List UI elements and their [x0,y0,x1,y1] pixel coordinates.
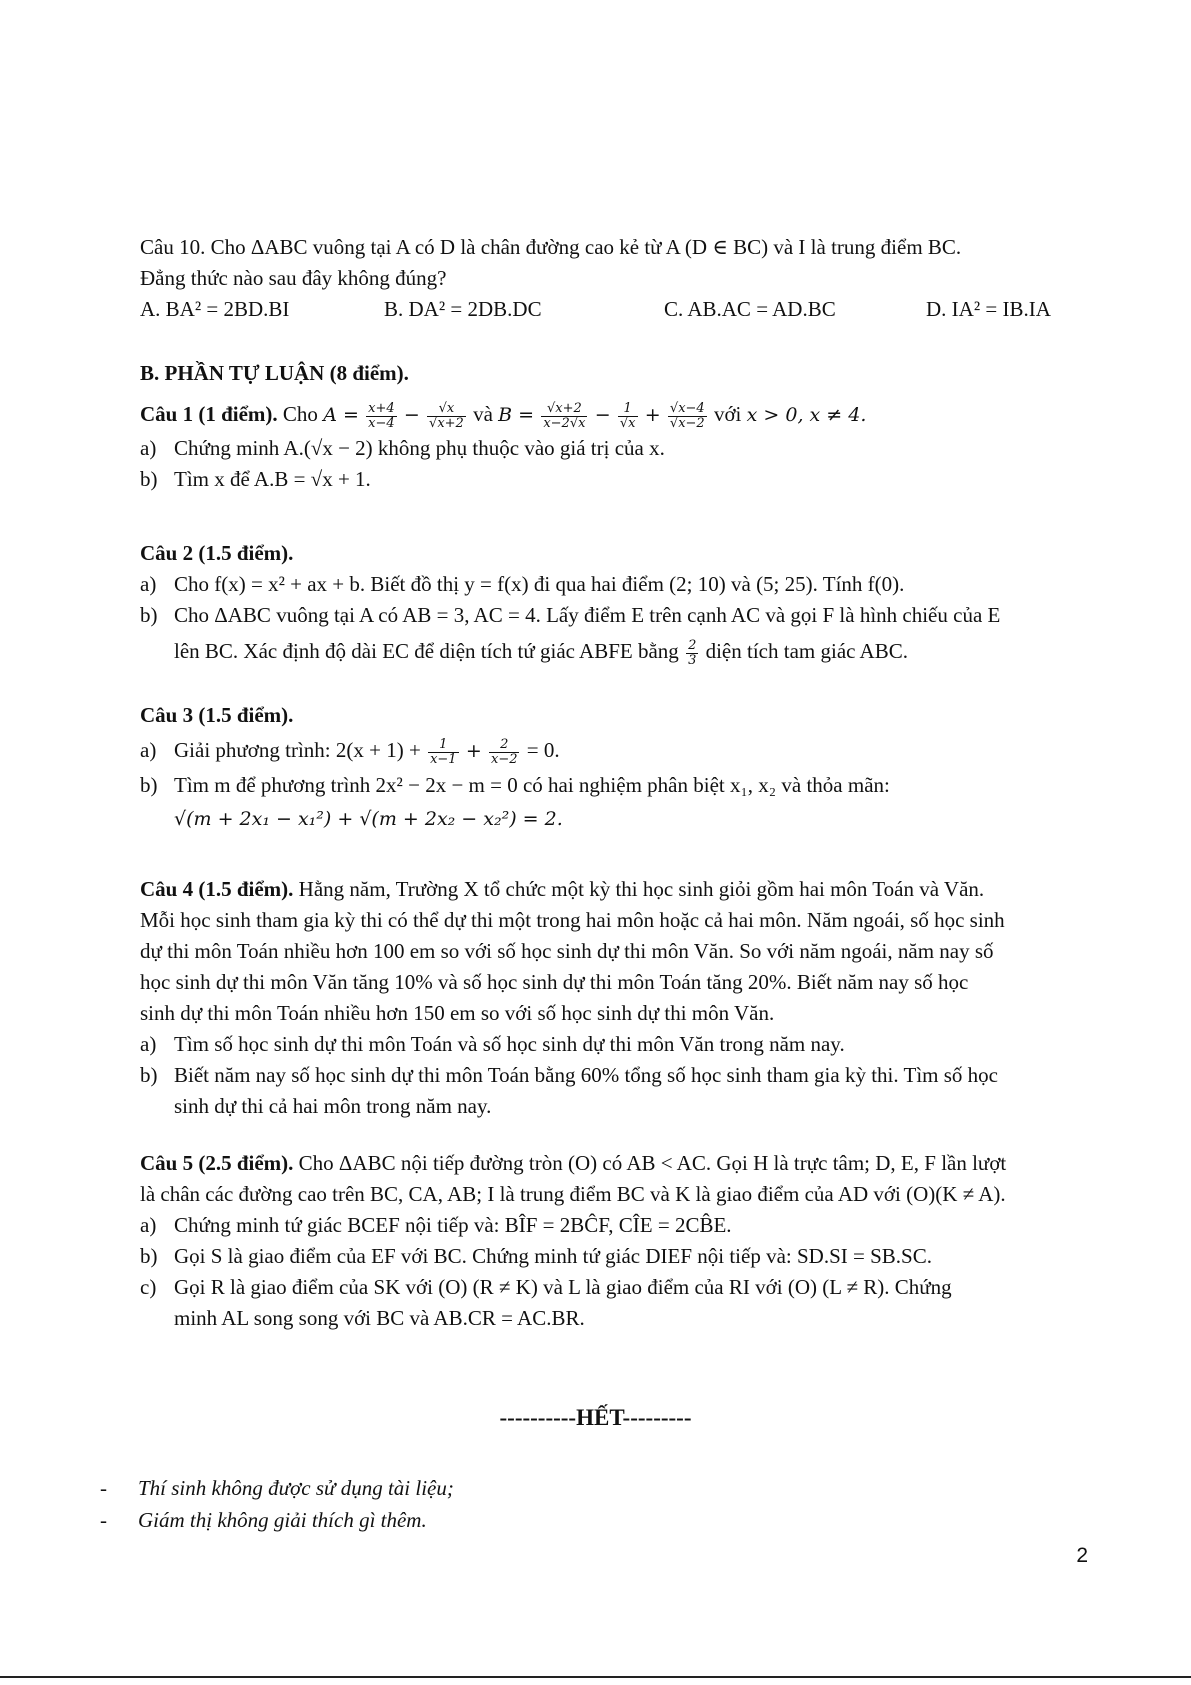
bottom-edge-line [0,1676,1191,1678]
q4-line-4: học sinh dự thi môn Văn tăng 10% và số học sinh dự thi môn Toán tăng 20%. Biết năm nay số học [140,970,969,994]
q2-part-b-line-1: b) Cho ΔABC vuông tại A có AB = 3, AC = 4. Lấy điểm E trên cạnh AC và gọi F là hình chiếu của E [140,603,1001,627]
q3-part-b: b) Tìm m để phương trình 2x² − 2x − m = 0 có hai nghiệm phân biệt x₁, x₂ và thỏa mãn: [140,773,890,797]
q4-line-3: dự thi môn Toán nhiều hơn 100 em so với số học sinh dự thi môn Văn. So với năm ngoái, năm nay số [140,939,994,963]
q4-part-b-line-1: b) Biết năm nay số học sinh dự thi môn Toán bằng 60% tổng số học sinh tham gia kỳ thi. Tìm số học [140,1063,998,1087]
q1-title: Câu 1 (1 điểm). [140,402,278,426]
question-3 [140,700,1100,837]
q5-part-c-line-1: c) Gọi R là giao điểm của SK với (O) (R ≠ K) và L là giao điểm của RI với (O) (L ≠ R). Chứng [140,1275,952,1299]
q1-frac-b3: $\frac{√x-4}{√x-2}$ [669,400,705,431]
question-2 [140,538,1100,671]
q1-lhs-a: A = [323,404,359,426]
q4-line-1: Câu 4 (1.5 điểm). Hằng năm, Trường X tổ chức một kỳ thi học sinh giỏi gồm hai môn Toán và Văn. [140,877,985,901]
q2-part-a: a) Cho f(x) = x² + ax + b. Biết đồ thị y = f(x) đi qua hai điểm (2; 10) và (5; 25). Tính f(0). [140,572,905,596]
end-marker: ----------HẾT--------- [499,1405,692,1430]
q1-cho: Cho [282,402,318,426]
q5-line-1: Câu 5 (2.5 điểm). Cho ΔABC nội tiếp đường tròn (O) có AB < AC. Gọi H là trực tâm; D, E, F lần lượt [140,1151,1007,1175]
note-1: - Thí sinh không được sử dụng tài liệu; [100,1476,454,1500]
question-10 [140,232,1100,325]
page-number: 2 [1076,1544,1088,1567]
q10-option-a: A. BA² = 2BD.BI [140,297,290,321]
q3-frac-2: $\frac{2}{x-2}$ [490,736,518,767]
q4-line-2: Mỗi học sinh tham gia kỳ thi có thể dự thi một trong hai môn hoặc cả hai môn. Năm ngoái, số học sinh [140,908,1005,932]
q2-part-b-line-2: lên BC. Xác định độ dài EC để diện tích tứ giác ABFE bằng $\frac{2}{3}$ diện tích tam giác ABC. [174,637,908,668]
question-5 [140,1148,1100,1334]
q10-option-c: C. AB.AC = AD.BC [664,297,836,321]
section-b-heading: B. PHẦN TỰ LUẬN (8 điểm). [140,361,409,385]
q1-statement: Câu 1 (1 điểm). Cho A = $\frac{x+4}{x-4}$ − $\frac{√x}{√x+2}$ và B = $\frac{√x+2}{x-2√x}$ − $\frac{1}{√x}$ + $\frac{√x-4}{√x-2}$ với x > 0, x ≠ 4. [140,400,867,431]
q3-part-b-equation: √(m + 2x₁ − x₁²) + √(m + 2x₂ − x₂²) = 2. [174,808,563,830]
q2-frac-two-thirds: $\frac{2}{3}$ [688,637,697,668]
q4-part-a: a) Tìm số học sinh dự thi môn Toán và số học sinh dự thi môn Văn trong năm nay. [140,1032,845,1056]
q1-part-b: b) Tìm x để A.B = √x + 1. [140,467,371,491]
question-1 [140,396,1100,495]
question-4 [140,874,1100,1122]
q3-title: Câu 3 (1.5 điểm). [140,703,294,727]
q10-option-d: D. IA² = IB.IA [926,297,1051,321]
q5-line-2: là chân các đường cao trên BC, CA, AB; I là trung điểm BC và K là giao điểm của AD với (O)(K ≠ A). [140,1182,1006,1206]
q2-title: Câu 2 (1.5 điểm). [140,541,294,565]
q5-part-a: a) Chứng minh tứ giác BCEF nội tiếp và: BÎF = 2BĈF, CÎE = 2CB̂E. [140,1213,732,1237]
q4-line-5: sinh dự thi môn Toán nhiều hơn 150 em so với số học sinh dự thi môn Văn. [140,1001,775,1025]
q1-frac-b1: $\frac{√x+2}{x-2√x}$ [543,400,586,431]
q5-part-b: b) Gọi S là giao điểm của EF với BC. Chứng minh tứ giác DIEF nội tiếp và: SD.SI = SB.SC. [140,1244,932,1268]
note-2: - Giám thị không giải thích gì thêm. [100,1508,427,1532]
q3-part-a: a) Giải phương trình: 2(x + 1) + $\frac{1}{x-1}$ + $\frac{2}{x-2}$ = 0. [140,736,560,767]
q4-part-b-line-2: sinh dự thi cả hai môn trong năm nay. [174,1094,492,1118]
q1-lhs-b: B = [498,404,535,426]
q10-option-b: B. DA² = 2DB.DC [384,297,542,321]
q10-options [140,294,1100,325]
q1-condition: x > 0, x ≠ 4. [746,404,867,426]
q1-frac-b2: $\frac{1}{√x}$ [619,400,636,431]
q3-frac-1: $\frac{1}{x-1}$ [430,736,457,767]
q10-line-2: Đẳng thức nào sau đây không đúng? [140,266,447,290]
exam-notes [100,1472,454,1536]
q1-part-a: a) Chứng minh A.(√x − 2) không phụ thuộc vào giá trị của x. [140,436,665,460]
q1-frac-a1: $\frac{x+4}{x-4}$ [368,400,395,431]
q5-part-c-line-2: minh AL song song với BC và AB.CR = AC.BR. [174,1306,585,1330]
q10-line-1: Câu 10. Cho ΔABC vuông tại A có D là chân đường cao kẻ từ A (D ∈ BC) và I là trung điểm BC. [140,235,962,259]
q1-frac-a2: $\frac{√x}{√x+2}$ [429,400,464,431]
